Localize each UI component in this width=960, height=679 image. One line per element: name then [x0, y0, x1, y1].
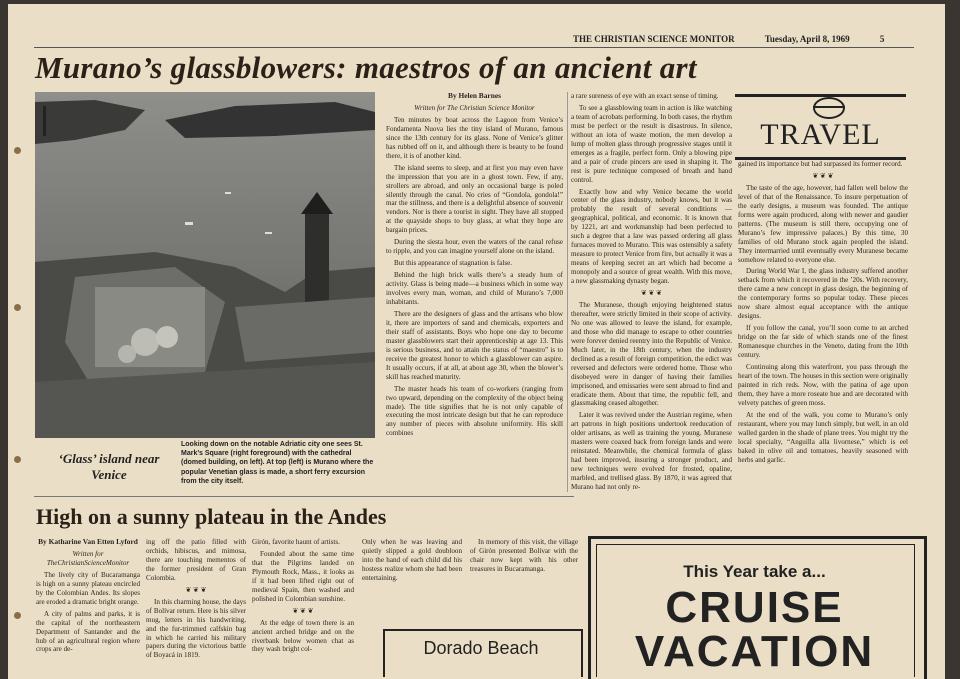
dorado-beach-ad-title: Dorado Beach	[423, 638, 539, 658]
article1-paragraph: Later it was revived under the Austrian regime, when art patrons in high positions undertook reeducation of older artisans, as well as training the young. Muranese masters were coaxed back from foreign lands and were reinstated. Meanwhile, the chemical formula of glass had been improved, insuring a stronger product, and new techniques were evolved for frosted, opaline, marbled, and trellised glass. By 1870, it was agreed that Murano had not only re-	[571, 411, 732, 492]
article1-paragraph: Ten minutes by boat across the Lagoon from Venice’s Fondamenta Nuova lies the tiny island of Murano, famous since the 13th century for its glass. None of Venice’s glitter has rubbed off on it, and although there is beauty to be found there, it is of another kind.	[386, 115, 563, 160]
article1-paragraph: gained its importance but had surpassed its former record.	[738, 160, 903, 168]
venice-aerial-illustration	[35, 92, 375, 438]
article2-paragraph: In memory of this visit, the village of Girón presented Bolívar with the chair now kept with his other treasures in Bucaramanga.	[470, 538, 578, 573]
article1-paragraph: At the end of the walk, you come to Murano’s only restaurant, where you may lunch simply, but well, in an old walled garden in the shade of plane trees. You might try the local specialty, “Anguilla alla livornese,” which is eel baked in olive oil and tomatoes, heavily seasoned with herbs and garlic.	[738, 410, 908, 464]
article2-byline: By Katharine Van Etten Lyford	[38, 537, 138, 546]
article2-column5	[470, 538, 578, 577]
article1-paragraph: The master heads his team of co-workers (ranging from two upward, depending on the complexity of the object being made). The title signifies that he is not only capable of executing the most intricate design but that he can reproduce any number of pieces with absolute uniformity. His skill combines	[386, 384, 563, 438]
page-number: 5	[879, 34, 885, 44]
binder-hole	[14, 612, 21, 619]
separator-ornament: ❦ ❦ ❦	[812, 171, 834, 180]
separator-ornament: ❦ ❦ ❦	[185, 585, 207, 594]
venice-aerial-photo	[35, 92, 375, 438]
article1-writer-credit: Written for The Christian Science Monitor	[414, 103, 535, 112]
column-rule	[567, 92, 568, 492]
binder-hole	[14, 147, 21, 154]
article1-paragraph: The taste of the age, however, had fallen well below the level of that of the Renaissance. To insure perpetuation of the early designs, a museum was founded. The antique forms were again produced, along with newer and gaudier patterns. (The museum is still there, occupying one of Murano’s few impressive palaces.) By this time, 30 families of old Murano stock again peopled the island. They intermarried until eventually every Muranese became somehow related to everyone else.	[738, 183, 908, 264]
photo-caption-text: Looking down on the notable Adriatic city one sees St. Mark’s Square (right foreground) with the cathedral (domed building, on left). At top (left) is Murano where the popular Venetian glass is made, a short ferry excursion from the city itself.	[181, 441, 374, 485]
article2-column2	[146, 538, 246, 663]
article2-paragraph: The lively city of Bucaramanga is high on a sunny plateau encircled by the Colombian Andes. Its slopes are eroded a dramatic bright orange.	[36, 570, 140, 606]
article1-paragraph: The Muranese, though enjoying heightened status thereafter, were strictly limited in their scope of activity. No one was allowed to leave the island, for example, and those who did manage to escape to other countries were forever denied reentry into the Republic of Venice. Much later, in the 18th century, when the industry declined as a result of foreign competition, the edict was reversed and defectors were ordered home. Those who disobeyed were in danger of having their families imprisoned, and emissaries were sent abroad to find and eradicate them. About that time, the republic fell, and glassmaking ceased altogether.	[571, 300, 732, 408]
article1-paragraph: To see a glassblowing team in action is like watching a team of acrobats performing. In both cases, the rhythm must be perfect or the result is disastrous. In silence, without an iota of waste motion, the men develop a lump of molten glass through progressive stages until it emerges as a fragile, perfect form. Only a blowing pipe and a pair of crude pincers are used in shaping it. The rest is pure technique composed of breath and hand control.	[571, 103, 732, 184]
separator-ornament: ❦ ❦ ❦	[640, 289, 663, 298]
article2-writer-credit: Written for TheChristianScienceMonitor	[46, 549, 130, 567]
photo-caption-title: ‘Glass’ island near Venice	[58, 451, 160, 482]
article2-column4	[362, 538, 462, 586]
article2-column1	[36, 538, 140, 657]
article1-paragraph: There are the designers of glass and the artisans who blow it, there are importers of sand and chemicals, exporters and their staff of assistants. Boys who hope one day to become master glassblowers start their apprenticeship at age 13. This is serious business, and to attain the status of “maestro” is to receive the greatest honor to which a glassblower can aspire. It usually occurs, if at all, at about age 30, when the blower’s skill has reached maturity.	[386, 309, 563, 381]
article2-paragraph: A city of palms and parks, it is the capital of the northeastern Department of Santander and the hub of an agricultural region where crops are de-	[36, 609, 140, 654]
article1-paragraph: a rare sureness of eye with an exact sense of timing.	[571, 92, 719, 100]
article2-paragraph: In this charming house, the days of Bolívar return. Here is his silver mug, letters in his handwriting, and the fur-trimmed calfskin bag in which he carried his military papers during the victorious battle of Boyacá in 1819.	[146, 597, 246, 660]
article2-paragraph: At the edge of town there is an ancient arched bridge and on the riverbank below women chat as they wash bright col-	[252, 618, 354, 654]
cruise-ad-tagline: This Year take a...	[683, 562, 826, 581]
article2-paragraph: ing off the patio filled with orchids, hibiscus, and mimosa, there are touching mementos of the former president of Gran Colombia.	[146, 538, 246, 582]
travel-globe-icon	[813, 97, 845, 119]
masthead-rule	[34, 47, 914, 48]
article1-paragraph: Exactly how and why Venice became the world center of the glass industry, nobody knows, but it was probably the result of several conditions — geographical, political, and economic. It is known that by 1221, art and workmanship had been perfected to such a degree that a law was passed ordering all glass furnaces moved to Murano. This was ostensibly a safety measure to protect Venice from fire, but actually it was a means of keeping secret an art which had become a monopoly and a source of great wealth. With this move, a new glassmaking dynasty began.	[571, 187, 732, 286]
section-divider	[34, 496, 574, 497]
article2-column3	[252, 538, 354, 657]
binder-hole	[14, 304, 21, 311]
article2-paragraph: Founded about the same time that the Pilgrims landed on Plymouth Rock, Mass., it looks as if it had been lifted right out of medieval Spain, then washed and polished in Colombian sunshine.	[252, 549, 354, 603]
article2-headline: High on a sunny plateau in the Andes	[36, 504, 387, 529]
separator-ornament: ❦ ❦ ❦	[292, 606, 314, 615]
article1-byline: By Helen Barnes	[448, 91, 501, 100]
cruise-ad-line1: CRUISE	[665, 583, 844, 632]
article1-paragraph: During the siesta hour, even the waters of the canal refuse to ripple, and you can imagine yourself alone on the island.	[386, 238, 563, 256]
paper-name: THE CHRISTIAN SCIENCE MONITOR	[573, 34, 735, 44]
article1-paragraph: The island seems to sleep, and at first you may even have the impression that you are in a ghost town. Few, if any, strollers are abroad, and only an occasional barge is poled silently through the canal. No cries of “Gondola, gondola!” mar the stillness, and there is a delightful absence of souvenir vendors. Nor is there a tourist in sight. They have all stopped at the quayside shops to buy glass, at what they hope are bargain prices.	[386, 163, 563, 235]
article1-column1	[386, 92, 563, 441]
article1-paragraph: If you follow the canal, you’ll soon come to an arched bridge on the far side of which stands one of the finest Romanesque churches in the Veneto, dating from the 10th century.	[738, 324, 908, 360]
cruise-ad-headline	[596, 583, 913, 676]
article1-paragraph: But this appearance of stagnation is false.	[394, 259, 512, 268]
article1-column3	[738, 160, 908, 468]
article1-paragraph: Continuing along this waterfront, you pass through the heart of the town. The houses in this section were originally painted in rich reds. Now, with the patina of age upon them, they have a more roseate hue and are decorated with velvety patches of green moss.	[738, 363, 908, 407]
article1-paragraph: During World War I, the glass industry suffered another setback from which it recovered in the ’20s. With recovery, there came a new concept in glass design, the beginning of the contemporary forms so popular today. These pieces now share almost equal acceptance with the antique designs.	[738, 267, 908, 321]
main-headline: Murano’s glassblowers: maestros of an ancient art	[35, 50, 697, 85]
article1-paragraph: Behind the high brick walls there’s a steady hum of activity. Glass is being made—a business which in some way involves every man, woman, and child of Murano’s 7,000 inhabitants.	[386, 271, 563, 307]
issue-date: Tuesday, April 8, 1969	[764, 34, 850, 44]
cruise-ad-line2: VACATION	[634, 627, 875, 676]
section-label-travel: TRAVEL	[760, 118, 881, 151]
binder-hole	[14, 456, 21, 463]
article2-paragraph: Girón, favorite haunt of artists.	[252, 538, 340, 546]
article2-paragraph: Only when he was leaving and quietly slipped a gold doubloon into the hand of each child did his hostess realize whom she had been entertaining.	[362, 538, 462, 582]
masthead	[573, 34, 912, 44]
article1-column2	[571, 92, 732, 495]
